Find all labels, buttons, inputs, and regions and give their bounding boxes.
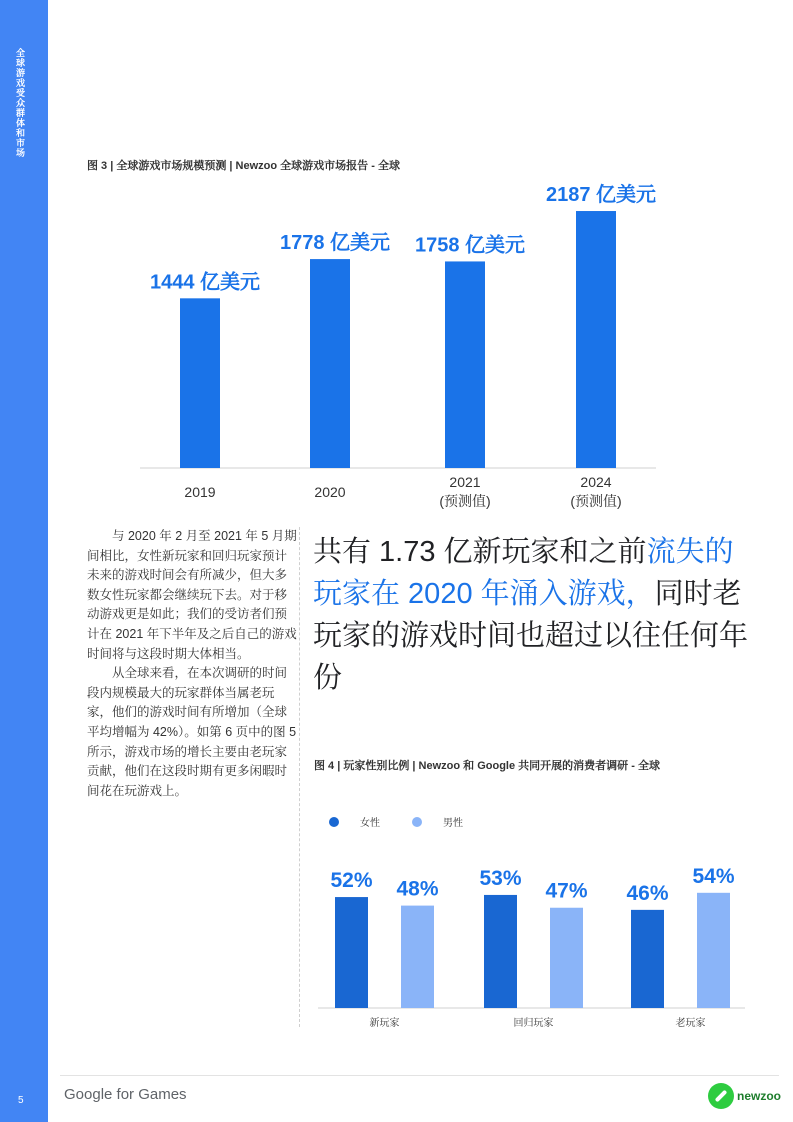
newzoo-logo-text: newzoo <box>737 1089 781 1103</box>
data-label-2021: 1758 亿美元 <box>414 234 526 257</box>
pull-quote-part2: 同时老玩家的游戏时间也超过以往任何年份 <box>313 578 749 694</box>
tick-label-2: 老玩家 <box>675 1018 706 1029</box>
body-text <box>87 527 297 801</box>
tick-note-2024: (预测值) <box>570 493 622 509</box>
data-label-老玩家-0: 46% <box>626 881 669 905</box>
tick-label-2020: 2020 <box>314 484 346 500</box>
pull-quote-highlight: 流失的玩家在 2020 年涌入游戏， <box>313 536 734 610</box>
tick-label-1: 回归玩家 <box>513 1018 554 1029</box>
legend-label-1: 男性 <box>443 818 463 829</box>
tick-label-2024: 2024 <box>580 474 612 490</box>
gender-ratio-chart <box>0 790 793 1050</box>
newzoo-logo <box>708 1083 781 1109</box>
figure3-caption: 图 3 | 全球游戏市场规模预测 | Newzoo 全球游戏市场报告 - 全球 <box>87 160 400 172</box>
footer-divider <box>60 1075 779 1076</box>
bar-新玩家-0 <box>335 897 368 1008</box>
legend-marker-1 <box>412 817 422 827</box>
bar-2019 <box>180 298 220 468</box>
bar-回归玩家-1 <box>550 908 583 1008</box>
bar-老玩家-1 <box>697 893 730 1008</box>
google-for-games-logo: Google for Games <box>64 1086 187 1103</box>
data-label-2020: 1778 亿美元 <box>279 232 391 255</box>
data-label-新玩家-1: 48% <box>396 877 439 901</box>
data-label-2024: 2187 亿美元 <box>545 184 657 207</box>
data-label-2019: 1444 亿美元 <box>149 271 261 294</box>
bar-老玩家-0 <box>631 910 664 1008</box>
data-label-回归玩家-0: 53% <box>479 866 522 890</box>
bar-2020 <box>310 259 350 468</box>
legend-label-0: 女性 <box>360 818 380 829</box>
bar-回归玩家-0 <box>484 895 517 1008</box>
tick-label-2021: 2021 <box>449 474 481 490</box>
pull-quote-part1: 共有 1.73 亿新玩家和之前 <box>313 536 647 568</box>
tick-label-0: 新玩家 <box>369 1018 400 1029</box>
page-number: 5 <box>18 1095 24 1106</box>
body-paragraph-2: 从全球来看，在本次调研的时间段内规模最大的玩家群体当属老玩家，他们的游戏时间有所增加（全球平均增幅为 42%）。如第 6 页中的图 5 所示，游戏市场的增长主要由老玩家贡献，他们在这段时期有更多闲暇时间花在玩游戏上。 <box>87 666 297 798</box>
figure4-caption: 图 4 | 玩家性别比例 | Newzoo 和 Google 共同开展的消费者调研 - 全球 <box>314 760 660 772</box>
legend-marker-0 <box>329 817 339 827</box>
pull-quote <box>313 531 753 699</box>
newzoo-icon <box>708 1083 734 1109</box>
bar-2021 <box>445 261 485 468</box>
market-size-chart <box>0 0 793 520</box>
body-paragraph-1: 与 2020 年 2 月至 2021 年 5 月期间相比，女性新玩家和回归玩家预计未来的游戏时间会有所减少，但大多数女性玩家都会继续玩下去。对于移动游戏更是如此；我们的受访者们预计在 2021 年下半年及之后自己的游戏时间将与这段时期大体相当。 <box>87 529 297 661</box>
bar-新玩家-1 <box>401 906 434 1008</box>
sidebar-title: 全球游戏受众群体和市场 <box>15 48 25 158</box>
data-label-回归玩家-1: 47% <box>545 879 588 903</box>
tick-note-2021: (预测值) <box>439 493 491 509</box>
bar-2024 <box>576 211 616 468</box>
data-label-老玩家-1: 54% <box>692 864 735 888</box>
data-label-新玩家-0: 52% <box>330 869 373 893</box>
tick-label-2019: 2019 <box>184 484 216 500</box>
